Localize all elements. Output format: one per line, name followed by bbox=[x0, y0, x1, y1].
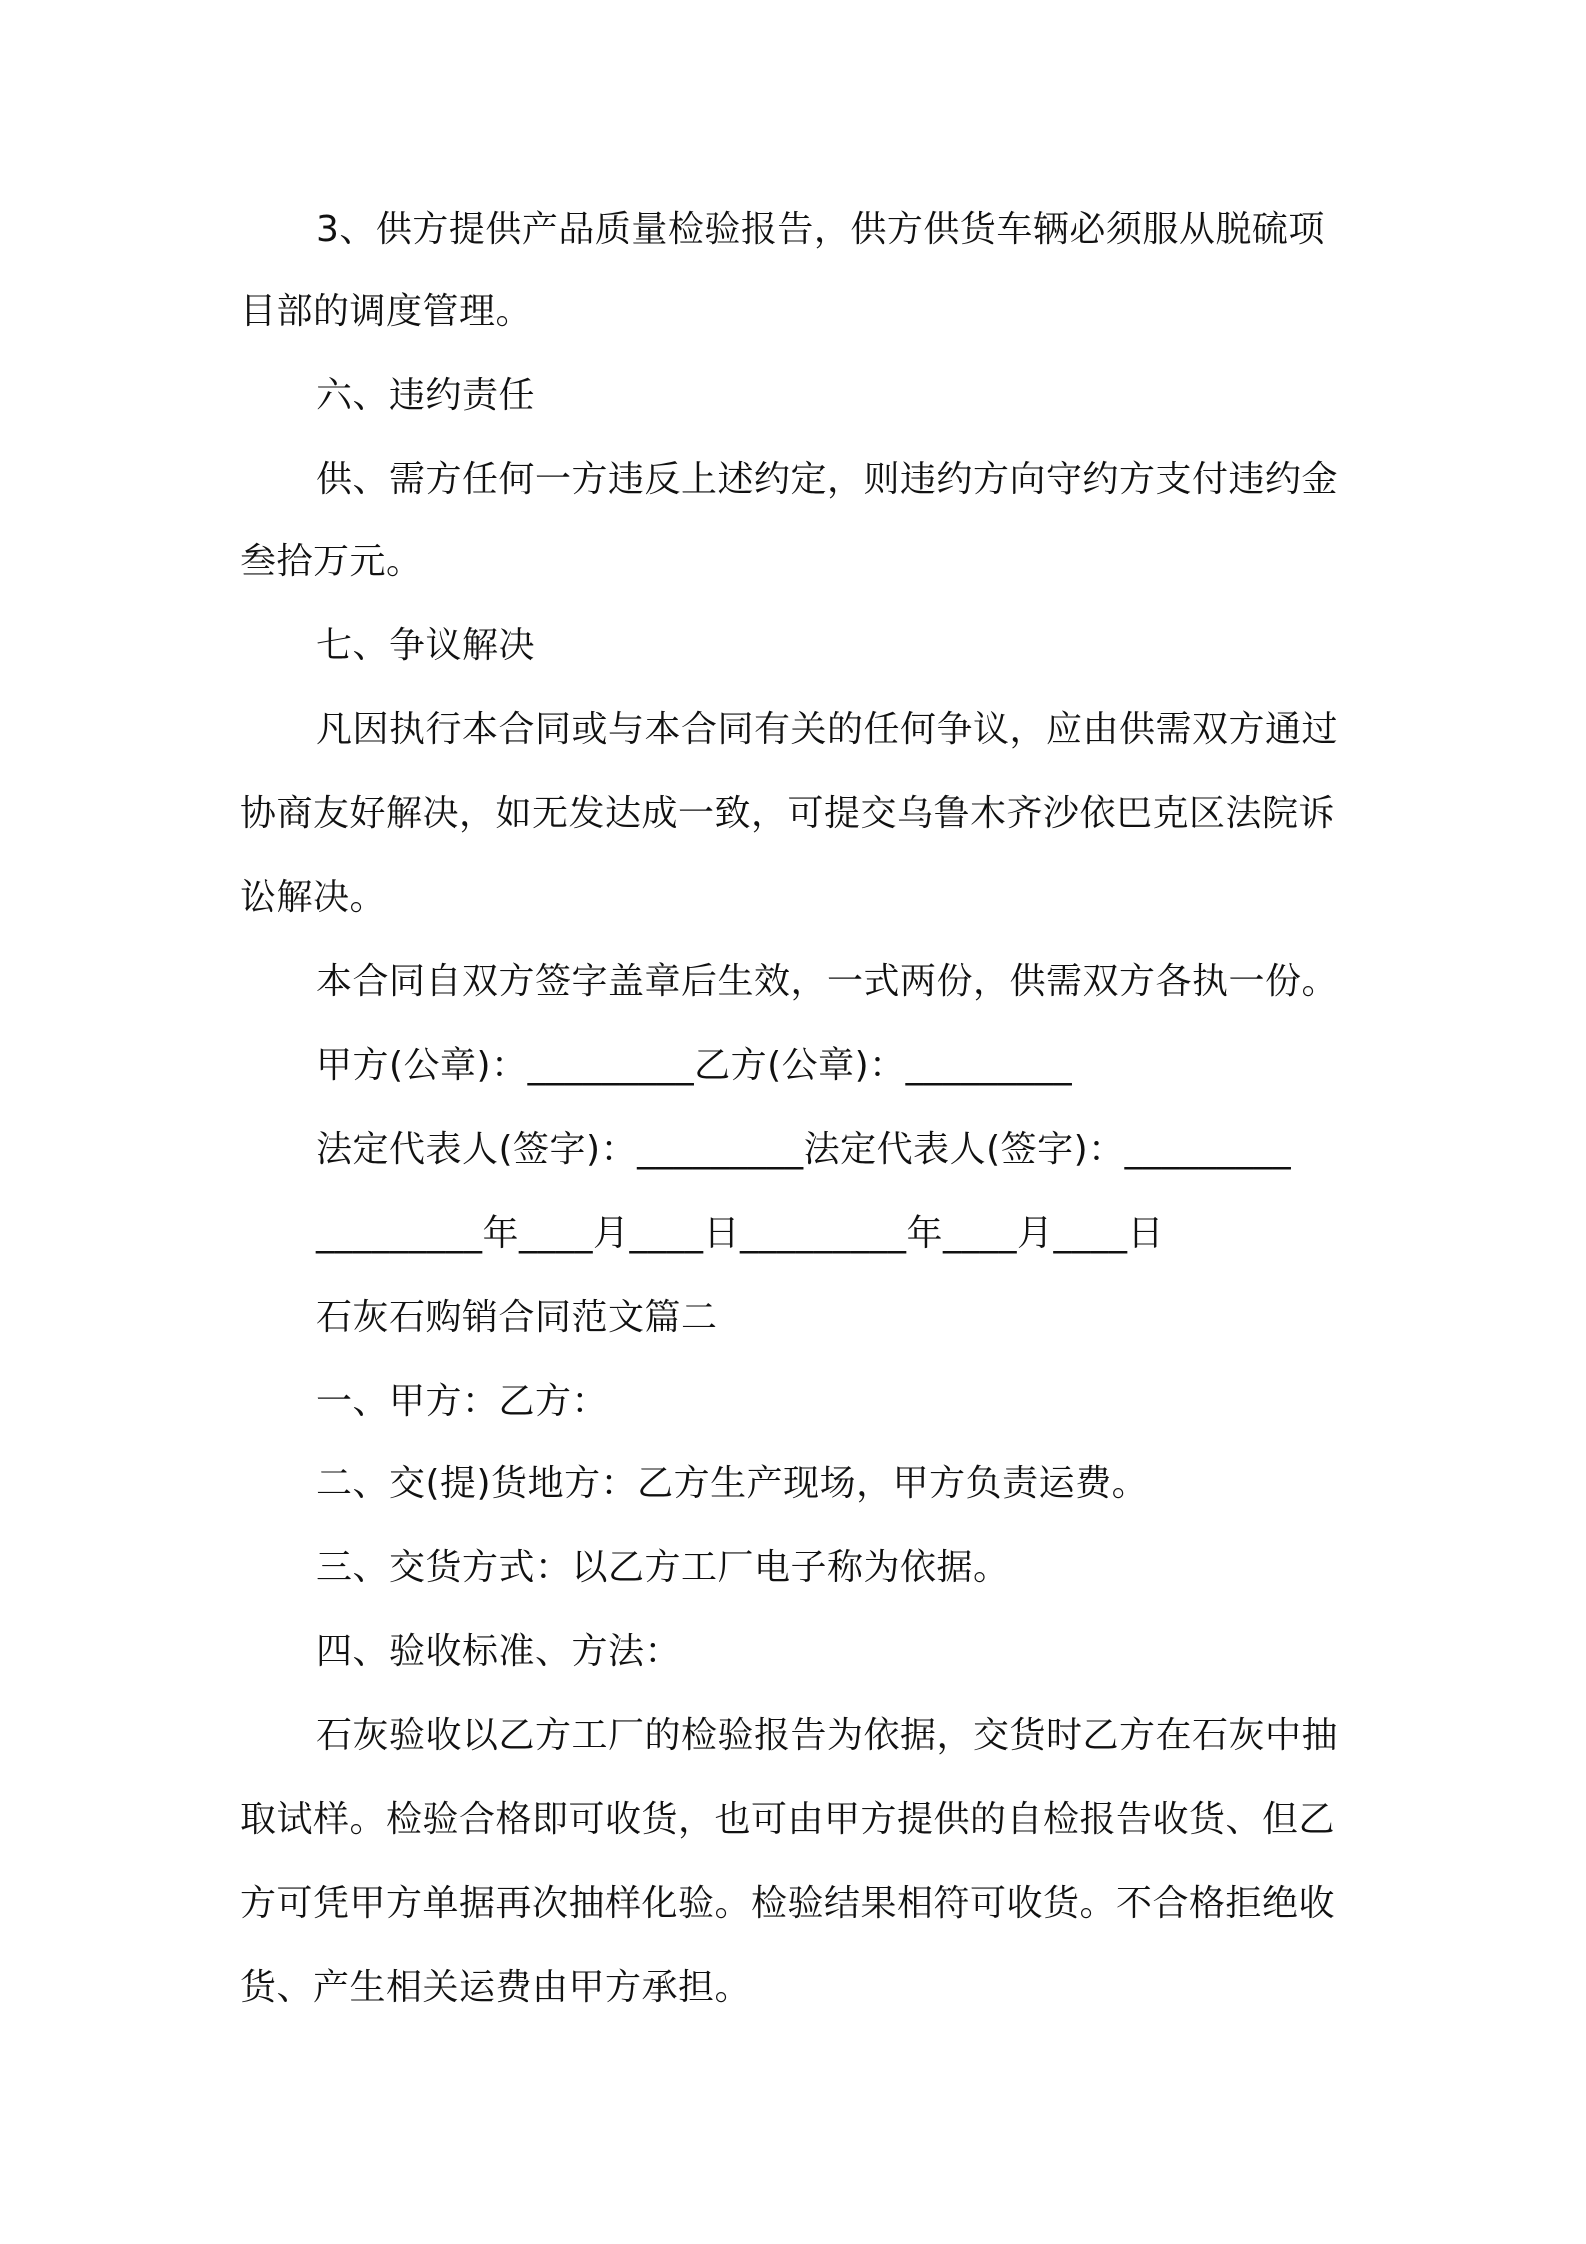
paragraph-line: 本合同自双方签字盖章后生效，一式两份，供需双方各执一份。 bbox=[316, 961, 1339, 1002]
section-heading: 三、交货方式：以乙方工厂电子称为依据。 bbox=[316, 1547, 1010, 1588]
paragraph-line: 方可凭甲方单据再次抽样化验。检验结果相符可收货。不合格拒绝收 bbox=[240, 1883, 1336, 1924]
paragraph-line: 取试样。检验合格即可收货，也可由甲方提供的自检报告收货、但乙 bbox=[240, 1799, 1336, 1840]
paragraph-line: 讼解决。 bbox=[240, 877, 387, 918]
paragraph-line: 供、需方任何一方违反上述约定，则违约方向守约方支付违约金 bbox=[316, 459, 1339, 500]
paragraph-line: 目部的调度管理。 bbox=[240, 291, 533, 332]
paragraph-line: 石灰验收以乙方工厂的检验报告为依据，交货时乙方在石灰中抽 bbox=[316, 1715, 1339, 1756]
paragraph-line: 凡因执行本合同或与本合同有关的任何争议，应由供需双方通过 bbox=[316, 709, 1339, 750]
paragraph-line: 协商友好解决，如无发达成一致，可提交乌鲁木齐沙依巴克区法院诉 bbox=[240, 793, 1336, 834]
section-heading: 七、争议解决 bbox=[316, 625, 536, 666]
signature-line: 甲方(公章)：_________乙方(公章)：_________ bbox=[316, 1045, 1073, 1086]
section-heading: 四、验收标准、方法： bbox=[316, 1631, 682, 1672]
section-heading: 六、违约责任 bbox=[316, 375, 536, 416]
date-line: _________年____月____日_________年____月____日 bbox=[316, 1213, 1164, 1254]
paragraph-line: 3、供方提供产品质量检验报告，供方供货车辆必须服从脱硫项 bbox=[316, 209, 1325, 250]
document-title: 石灰石购销合同范文篇二 bbox=[316, 1297, 718, 1338]
paragraph-line: 叁拾万元。 bbox=[240, 541, 423, 582]
signature-line: 法定代表人(签字)：_________法定代表人(签字)：_________ bbox=[316, 1129, 1292, 1170]
section-heading: 一、甲方：乙方： bbox=[316, 1381, 609, 1422]
section-heading: 二、交(提)货地方：乙方生产现场，甲方负责运费。 bbox=[316, 1463, 1149, 1504]
paragraph-line: 货、产生相关运费由甲方承担。 bbox=[240, 1967, 752, 2008]
